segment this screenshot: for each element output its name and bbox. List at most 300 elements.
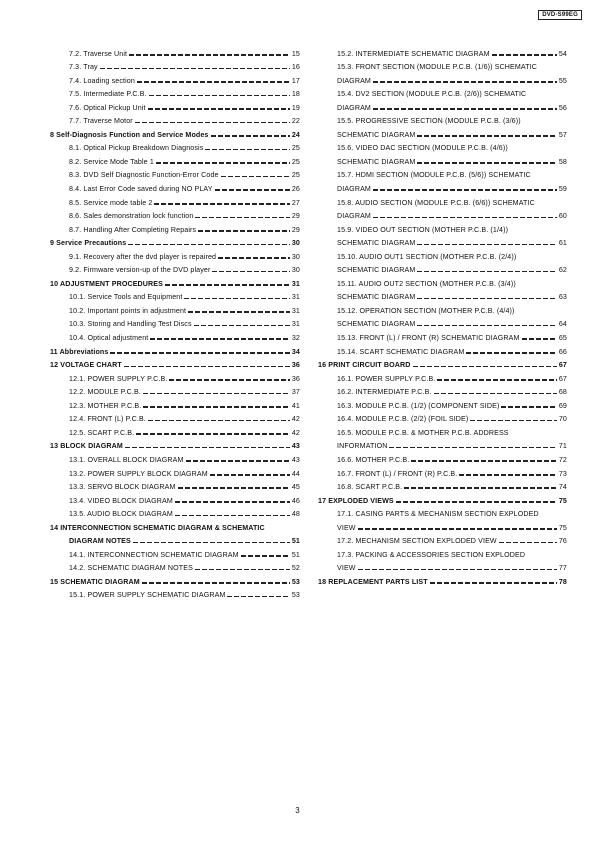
toc-entry-page: 53 — [291, 577, 300, 586]
toc-entry[interactable] — [50, 85, 300, 99]
dotted-leader — [459, 474, 557, 476]
toc-entry-title: 8.4. Last Error Code saved during NO PLAY — [69, 185, 213, 194]
dotted-leader — [417, 298, 556, 300]
toc-entry[interactable] — [318, 423, 567, 437]
toc-entry-title: 15.9. VIDEO OUT SECTION (MOTHER P.C.B. (1/4)) — [337, 225, 509, 234]
toc-entry-title: 15.2. INTERMEDIATE SCHEMATIC DIAGRAM — [337, 49, 490, 58]
dotted-leader — [142, 582, 290, 584]
toc-entry[interactable] — [318, 559, 567, 573]
dotted-leader — [373, 189, 557, 191]
toc-entry[interactable] — [50, 44, 300, 58]
toc-entry[interactable] — [318, 518, 567, 532]
toc-entry[interactable] — [50, 478, 300, 492]
dotted-leader — [169, 379, 289, 381]
toc-entry-title: VIEW — [337, 523, 356, 532]
dotted-leader — [136, 433, 290, 435]
toc-entry[interactable] — [318, 572, 567, 586]
toc-entry[interactable] — [50, 193, 300, 207]
toc-entry-title: 15 SCHEMATIC DIAGRAM — [50, 577, 140, 586]
toc-entry-page: 30 — [291, 239, 300, 248]
toc-entry-page: 56 — [558, 103, 567, 112]
dotted-leader — [241, 555, 290, 557]
toc-entry-page: 75 — [558, 496, 567, 505]
toc-entry-title: 16.7. FRONT (L) / FRONT (R) P.C.B. — [337, 469, 458, 478]
toc-entry-title: DIAGRAM — [337, 185, 371, 194]
toc-entry[interactable] — [318, 315, 567, 329]
toc-entry[interactable] — [318, 545, 567, 559]
page-number: 3 — [295, 806, 300, 815]
toc-entry-title: 16.5. MODULE P.C.B. & MOTHER P.C.B. ADDRESS — [337, 428, 509, 437]
dotted-leader — [218, 257, 290, 259]
toc-entry[interactable] — [50, 288, 300, 302]
toc-entry[interactable] — [318, 58, 567, 72]
toc-entry[interactable] — [50, 179, 300, 193]
toc-entry[interactable] — [50, 423, 300, 437]
model-number-badge: DVD-S99EG — [538, 10, 582, 20]
toc-entry-title: 15.3. FRONT SECTION (MODULE P.C.B. (1/6)) SCHEMATIC — [337, 63, 538, 72]
toc-entry-page: 36 — [291, 361, 300, 370]
toc-entry[interactable] — [318, 234, 567, 248]
dotted-leader — [205, 149, 289, 151]
dotted-leader — [148, 108, 290, 110]
toc-entry-title: 11 Abbreviations — [50, 347, 109, 356]
toc-entry[interactable] — [50, 139, 300, 153]
dotted-leader — [124, 366, 290, 368]
toc-entry-page: 66 — [558, 347, 567, 356]
toc-entry[interactable] — [318, 166, 567, 180]
toc-entry-page: 30 — [291, 266, 300, 275]
dotted-leader — [373, 217, 557, 219]
toc-entry-page: 67 — [558, 374, 567, 383]
dotted-leader — [154, 203, 289, 205]
dotted-leader — [437, 379, 556, 381]
toc-entry-page: 69 — [558, 401, 567, 410]
dotted-leader — [404, 487, 557, 489]
toc-entry-page: 25 — [291, 144, 300, 153]
dotted-leader — [413, 366, 557, 368]
toc-entry[interactable] — [318, 207, 567, 221]
toc-entry[interactable] — [50, 396, 300, 410]
toc-entry-page: 73 — [558, 469, 567, 478]
toc-entry-page: 75 — [558, 523, 567, 532]
toc-entry[interactable] — [50, 491, 300, 505]
toc-entry-title: 10.1. Service Tools and Equipment — [69, 293, 183, 302]
toc-entry-title: 7.7. Traverse Motor — [69, 117, 133, 126]
toc-entry-title: VIEW — [337, 564, 356, 573]
toc-entry-title: 14.2. SCHEMATIC DIAGRAM NOTES — [69, 564, 193, 573]
toc-entry-page: 19 — [291, 103, 300, 112]
toc-entry[interactable] — [50, 369, 300, 383]
toc-entry-page: 61 — [558, 239, 567, 248]
toc-entry-title: DIAGRAM — [337, 103, 371, 112]
toc-entry[interactable] — [318, 274, 567, 288]
toc-entry-title: 12.5. SCART P.C.B. — [69, 428, 135, 437]
dotted-leader — [210, 474, 290, 476]
dotted-leader — [184, 298, 289, 300]
toc-entry-page: 74 — [558, 483, 567, 492]
toc-entry[interactable] — [50, 58, 300, 72]
dotted-leader — [175, 501, 290, 503]
toc-entry-page: 27 — [291, 198, 300, 207]
toc-entry[interactable] — [318, 383, 567, 397]
toc-entry-title: 7.5. Intermediate P.C.B. — [69, 90, 147, 99]
dotted-leader — [135, 122, 290, 124]
toc-entry-page: 44 — [291, 469, 300, 478]
toc-entry-page: 60 — [558, 212, 567, 221]
dotted-leader — [389, 447, 556, 449]
toc-entry[interactable] — [318, 85, 567, 99]
toc-entry-title: 14 INTERCONNECTION SCHEMATIC DIAGRAM & SCHEMATIC — [50, 523, 265, 532]
toc-entry-title: 12.2. MODULE P.C.B. — [69, 388, 141, 397]
toc-entry[interactable] — [318, 288, 567, 302]
toc-entry[interactable] — [318, 139, 567, 153]
dotted-leader — [110, 352, 289, 354]
toc-entry-page: 26 — [291, 185, 300, 194]
toc-entry-page: 58 — [558, 157, 567, 166]
toc-entry-title: 9.2. Firmware version-up of the DVD player — [69, 266, 211, 275]
toc-entry[interactable] — [318, 112, 567, 126]
toc-entry-title: 8.1. Optical Pickup Breakdown Diagnosis — [69, 144, 204, 153]
toc-entry-title: SCHEMATIC DIAGRAM — [337, 293, 416, 302]
dotted-leader — [129, 54, 290, 56]
toc-entry-title: 16 PRINT CIRCUIT BOARD — [318, 361, 411, 370]
toc-entry-page: 54 — [558, 49, 567, 58]
dotted-leader — [373, 108, 557, 110]
toc-entry-page: 55 — [558, 76, 567, 85]
dotted-leader — [175, 515, 290, 517]
toc-entry-title: 12.3. MOTHER P.C.B. — [69, 401, 142, 410]
toc-entry-title: 13.5. AUDIO BLOCK DIAGRAM — [69, 510, 173, 519]
toc-entry-title: 7.4. Loading section — [69, 76, 135, 85]
toc-entry[interactable] — [50, 315, 300, 329]
toc-entry-title: 13.1. OVERALL BLOCK DIAGRAM — [69, 455, 184, 464]
dotted-leader — [417, 244, 556, 246]
toc-entry-page: 53 — [291, 591, 300, 600]
toc-entry-page: 41 — [291, 401, 300, 410]
toc-entry-title: 15.5. PROGRESSIVE SECTION (MODULE P.C.B. (3/6)) — [337, 117, 521, 126]
toc-entry-page: 31 — [291, 293, 300, 302]
toc-entry-page: 42 — [291, 415, 300, 424]
toc-entry-page: 77 — [558, 564, 567, 573]
toc-entry-title: 10.2. Important points in adjustment — [69, 306, 187, 315]
toc-entry-title: 15.11. AUDIO OUT2 SECTION (MOTHER P.C.B. (3/4)) — [337, 279, 516, 288]
toc-entry-title: 15.14. SCART SCHEMATIC DIAGRAM — [337, 347, 465, 356]
toc-entry[interactable] — [50, 166, 300, 180]
toc-entry-title: 15.12. OPERATION SECTION (MOTHER P.C.B. (4/4)) — [337, 306, 515, 315]
dotted-leader — [358, 528, 557, 530]
toc-entry-title: DIAGRAM — [337, 212, 371, 221]
toc-entry[interactable] — [318, 450, 567, 464]
toc-entry[interactable] — [318, 261, 567, 275]
toc-entry-title: 15.8. AUDIO SECTION (MODULE P.C.B. (6/6)) SCHEMATIC — [337, 198, 535, 207]
toc-entry[interactable] — [50, 301, 300, 315]
toc-entry-title: 16.6. MOTHER P.C.B. — [337, 455, 410, 464]
toc-entry-title: INFORMATION — [337, 442, 388, 451]
toc-entry[interactable] — [318, 532, 567, 546]
toc-entry[interactable] — [50, 532, 300, 546]
toc-entry-title: 13.3. SERVO BLOCK DIAGRAM — [69, 483, 176, 492]
toc-entry[interactable] — [50, 207, 300, 221]
toc-entry-title: 17 EXPLODED VIEWS — [318, 496, 394, 505]
toc-entry-page: 31 — [291, 279, 300, 288]
toc-entry-title: 18 REPLACEMENT PARTS LIST — [318, 577, 428, 586]
toc-entry-page: 30 — [291, 252, 300, 261]
toc-entry-title: 10 ADJUSTMENT PROCEDURES — [50, 279, 163, 288]
toc-entry[interactable] — [50, 572, 300, 586]
toc-entry[interactable] — [50, 234, 300, 248]
toc-entry-title: 12.1. POWER SUPPLY P.C.B. — [69, 374, 168, 383]
toc-entry[interactable] — [318, 193, 567, 207]
toc-entry-page: 45 — [291, 483, 300, 492]
dotted-leader — [417, 271, 556, 273]
toc-entry-title: 12 VOLTAGE CHART — [50, 361, 122, 370]
toc-entry-page: 51 — [291, 550, 300, 559]
toc-entry-page: 72 — [558, 455, 567, 464]
dotted-leader — [466, 352, 556, 354]
toc-entry-page: 51 — [291, 537, 300, 546]
dotted-leader — [100, 68, 290, 70]
toc-entry-title: 9.1. Recovery after the dvd player is repaired — [69, 252, 217, 261]
toc-entry[interactable] — [50, 98, 300, 112]
toc-entry-page: 31 — [291, 320, 300, 329]
toc-entry-title: 10.4. Optical adjustment — [69, 334, 149, 343]
toc-entry-page: 42 — [291, 428, 300, 437]
toc-entry-page: 64 — [558, 320, 567, 329]
dotted-leader — [125, 447, 290, 449]
toc-entry[interactable] — [50, 152, 300, 166]
toc-entry-page: 37 — [291, 388, 300, 397]
dotted-leader — [470, 420, 556, 422]
dotted-leader — [417, 325, 556, 327]
toc-entry-page: 68 — [558, 388, 567, 397]
toc-entry-title: 8 Self-Diagnosis Function and Service Modes — [50, 130, 209, 139]
toc-entry-page: 34 — [291, 347, 300, 356]
toc-entry-page: 70 — [558, 415, 567, 424]
toc-entry-page: 76 — [558, 537, 567, 546]
toc-entry[interactable] — [318, 437, 567, 451]
dotted-leader — [215, 189, 290, 191]
toc-entry[interactable] — [50, 586, 300, 600]
dotted-leader — [227, 596, 289, 598]
toc-entry-title: DIAGRAM — [337, 76, 371, 85]
toc-entry[interactable] — [318, 342, 567, 356]
dotted-leader — [165, 284, 290, 286]
dotted-leader — [195, 569, 290, 571]
toc-entry[interactable] — [318, 152, 567, 166]
toc-entry-page: 43 — [291, 442, 300, 451]
toc-entry-title: 8.7. Handling After Completing Repairs — [69, 225, 197, 234]
toc-entry[interactable] — [50, 464, 300, 478]
dotted-leader — [499, 542, 557, 544]
toc-entry-page: 24 — [291, 130, 300, 139]
toc-entry-page: 16 — [291, 63, 300, 72]
dotted-leader — [149, 95, 290, 97]
dotted-leader — [434, 393, 557, 395]
toc-entry-title: SCHEMATIC DIAGRAM — [337, 157, 416, 166]
toc-entry[interactable] — [50, 383, 300, 397]
toc-entry[interactable] — [50, 356, 300, 370]
toc-entry-title: 9 Service Precautions — [50, 239, 127, 248]
toc-entry-title: 15.10. AUDIO OUT1 SECTION (MOTHER P.C.B. (2/4)) — [337, 252, 517, 261]
toc-entry[interactable] — [318, 356, 567, 370]
toc-entry-title: 13.4. VIDEO BLOCK DIAGRAM — [69, 496, 173, 505]
dotted-leader — [143, 406, 290, 408]
toc-entry-title: 17.3. PACKING & ACCESSORIES SECTION EXPLODED — [337, 550, 526, 559]
toc-entry[interactable] — [318, 301, 567, 315]
toc-entry-page: 62 — [558, 266, 567, 275]
toc-entry-page: 17 — [291, 76, 300, 85]
toc-entry-title: SCHEMATIC DIAGRAM — [337, 320, 416, 329]
toc-entry-page: 46 — [291, 496, 300, 505]
toc-entry-page: 25 — [291, 171, 300, 180]
toc-entry-title: 14.1. INTERCONNECTION SCHEMATIC DIAGRAM — [69, 550, 239, 559]
dotted-leader — [221, 176, 290, 178]
toc-entry-page: 52 — [291, 564, 300, 573]
toc-entry[interactable] — [50, 518, 300, 532]
dotted-leader — [150, 338, 289, 340]
toc-entry-title: SCHEMATIC DIAGRAM — [337, 266, 416, 275]
toc-entry-page: 31 — [291, 306, 300, 315]
toc-entry[interactable] — [318, 247, 567, 261]
toc-entry[interactable] — [318, 44, 567, 58]
toc-entry-title: 16.4. MODULE P.C.B. (2/2) (FOIL SIDE) — [337, 415, 469, 424]
toc-column-right — [318, 44, 567, 586]
toc-entry-title: 16.3. MODULE P.C.B. (1/2) (COMPONENT SIDE) — [337, 401, 500, 410]
dotted-leader — [137, 81, 290, 83]
toc-entry[interactable] — [50, 71, 300, 85]
toc-entry-title: 7.3. Tray — [69, 63, 98, 72]
dotted-leader — [411, 460, 557, 462]
toc-entry[interactable] — [318, 71, 567, 85]
toc-entry-page: 43 — [291, 455, 300, 464]
toc-entry[interactable] — [318, 464, 567, 478]
dotted-leader — [417, 135, 556, 137]
toc-entry-title: 7.6. Optical Pickup Unit — [69, 103, 146, 112]
dotted-leader — [186, 460, 290, 462]
dotted-leader — [492, 54, 557, 56]
dotted-leader — [198, 230, 290, 232]
dotted-leader — [194, 325, 290, 327]
toc-entry[interactable] — [318, 179, 567, 193]
toc-entry[interactable] — [50, 261, 300, 275]
dotted-leader — [133, 542, 290, 544]
toc-entry[interactable] — [318, 125, 567, 139]
toc-entry[interactable] — [50, 247, 300, 261]
toc-entry[interactable] — [50, 450, 300, 464]
dotted-leader — [430, 582, 557, 584]
toc-entry[interactable] — [50, 274, 300, 288]
toc-entry-page: 71 — [558, 442, 567, 451]
toc-entry-title: 16.2. INTERMEDIATE P.C.B. — [337, 388, 432, 397]
toc-entry-page: 67 — [558, 361, 567, 370]
dotted-leader — [143, 393, 290, 395]
toc-entry[interactable] — [50, 328, 300, 342]
toc-entry-title: 12.4. FRONT (L) P.C.B. — [69, 415, 146, 424]
toc-entry-title: 15.13. FRONT (L) / FRONT (R) SCHEMATIC DIAGRAM — [337, 334, 520, 343]
dotted-leader — [522, 338, 557, 340]
toc-entry[interactable] — [318, 98, 567, 112]
toc-entry[interactable] — [50, 437, 300, 451]
toc-entry[interactable] — [318, 220, 567, 234]
toc-entry[interactable] — [318, 396, 567, 410]
toc-entry[interactable] — [50, 125, 300, 139]
toc-entry-title: 15.7. HDMI SECTION (MODULE P.C.B. (5/6)) SCHEMATIC — [337, 171, 531, 180]
toc-entry-title: 16.1. POWER SUPPLY P.C.B. — [337, 374, 436, 383]
toc-entry-page: 29 — [291, 212, 300, 221]
dotted-leader — [211, 135, 290, 137]
dotted-leader — [212, 271, 289, 273]
toc-entry-title: 15.4. DV2 SECTION (MODULE P.C.B. (2/6)) SCHEMATIC — [337, 90, 527, 99]
toc-entry[interactable] — [318, 410, 567, 424]
toc-entry-title: 15.1. POWER SUPPLY SCHEMATIC DIAGRAM — [69, 591, 226, 600]
dotted-leader — [358, 569, 557, 571]
toc-entry-page: 25 — [291, 157, 300, 166]
toc-entry-title: 17.1. CASING PARTS & MECHANISM SECTION EXPLODED — [337, 510, 539, 519]
toc-entry-title: 13.2. POWER SUPPLY BLOCK DIAGRAM — [69, 469, 208, 478]
toc-entry-title: 17.2. MECHANISM SECTION EXPLODED VIEW — [337, 537, 497, 546]
toc-entry[interactable] — [50, 342, 300, 356]
toc-entry-page: 18 — [291, 90, 300, 99]
toc-entry-title: 16.8. SCART P.C.B. — [337, 483, 403, 492]
dotted-leader — [128, 244, 290, 246]
toc-entry-page: 65 — [558, 334, 567, 343]
toc-entry[interactable] — [318, 491, 567, 505]
toc-entry-page: 32 — [291, 334, 300, 343]
toc-entry-page: 78 — [558, 577, 567, 586]
dotted-leader — [195, 217, 289, 219]
toc-entry-page: 59 — [558, 185, 567, 194]
toc-entry-page: 63 — [558, 293, 567, 302]
toc-entry[interactable] — [318, 369, 567, 383]
toc-entry-title: 13 BLOCK DIAGRAM — [50, 442, 123, 451]
toc-entry[interactable] — [50, 410, 300, 424]
toc-entry-title: 8.3. DVD Self Diagnostic Function-Error Code — [69, 171, 219, 180]
toc-column-left — [50, 44, 300, 599]
dotted-leader — [373, 81, 557, 83]
toc-entry[interactable] — [50, 559, 300, 573]
toc-entry[interactable] — [50, 220, 300, 234]
toc-entry-title: 15.6. VIDEO DAC SECTION (MODULE P.C.B. (4/6)) — [337, 144, 508, 153]
toc-entry-title: 8.6. Sales demonstration lock function — [69, 212, 194, 221]
dotted-leader — [501, 406, 556, 408]
toc-entry-title: SCHEMATIC DIAGRAM — [337, 239, 416, 248]
toc-entry[interactable] — [318, 328, 567, 342]
toc-entry-title: 8.2. Service Mode Table 1 — [69, 157, 154, 166]
toc-entry-title: 8.5. Service mode table 2 — [69, 198, 153, 207]
dotted-leader — [178, 487, 290, 489]
toc-entry[interactable] — [318, 505, 567, 519]
dotted-leader — [396, 501, 557, 503]
toc-entry-title: 7.2. Traverse Unit — [69, 49, 128, 58]
toc-entry-page: 22 — [291, 117, 300, 126]
toc-entry[interactable] — [50, 112, 300, 126]
toc-entry[interactable] — [50, 505, 300, 519]
toc-entry[interactable] — [318, 478, 567, 492]
toc-entry-page: 57 — [558, 130, 567, 139]
dotted-leader — [188, 311, 290, 313]
toc-entry[interactable] — [50, 545, 300, 559]
toc-entry-title: DIAGRAM NOTES — [69, 537, 131, 546]
toc-entry-title: SCHEMATIC DIAGRAM — [337, 130, 416, 139]
toc-entry-page: 15 — [291, 49, 300, 58]
toc-entry-title: 10.3. Storing and Handling Test Discs — [69, 320, 192, 329]
dotted-leader — [417, 162, 556, 164]
toc-entry-page: 29 — [291, 225, 300, 234]
dotted-leader — [148, 420, 290, 422]
dotted-leader — [156, 162, 290, 164]
toc-entry-page: 36 — [291, 374, 300, 383]
toc-entry-page: 48 — [291, 510, 300, 519]
